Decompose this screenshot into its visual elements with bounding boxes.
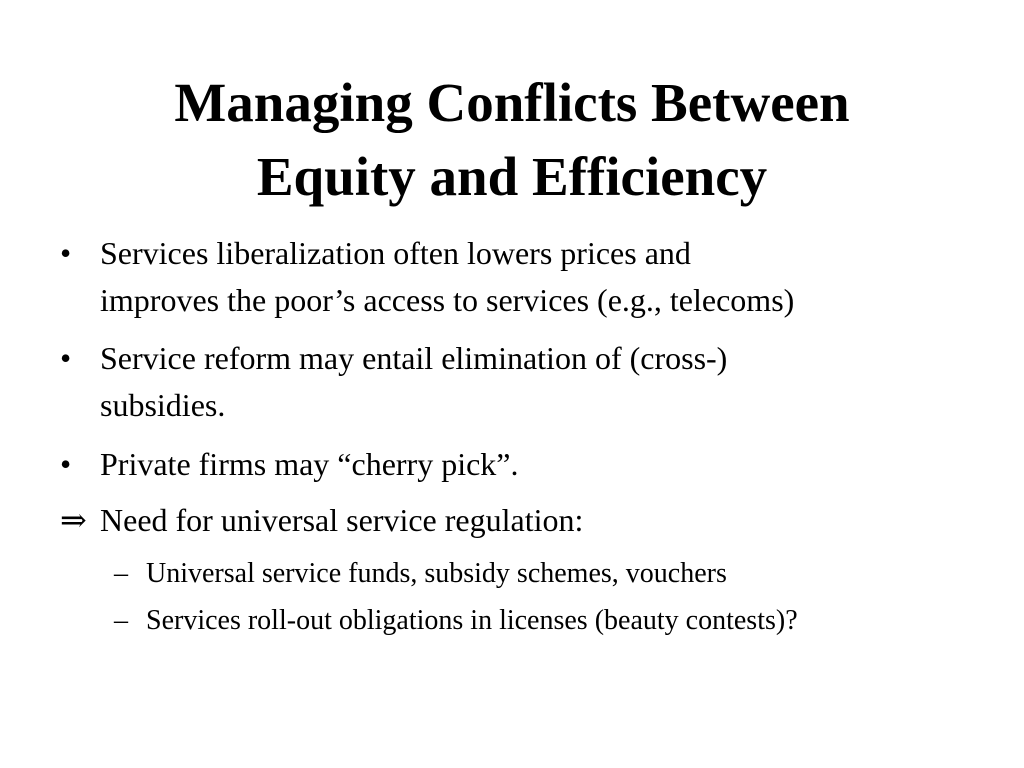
- slide-title-line-2: Equity and Efficiency: [256, 146, 768, 207]
- bullet-text: [100, 230, 794, 324]
- bullet-line: improves the poor’s access to services (e.g., telecoms): [100, 282, 795, 318]
- sub-item-text: Services roll-out obligations in licenses (beauty contests)?: [146, 605, 798, 636]
- implication-item: [60, 497, 980, 544]
- implication-text: [100, 497, 583, 544]
- bullet-marker: •: [60, 340, 72, 376]
- bullet-marker: •: [60, 446, 72, 482]
- dash-marker: –: [114, 605, 128, 636]
- implication-line: Need for universal service regulation:: [100, 502, 584, 538]
- dash-marker: –: [114, 558, 128, 589]
- bullet-text: [100, 441, 519, 488]
- implies-arrow-icon: ⇒: [60, 502, 87, 538]
- bullet-item-3: [60, 441, 980, 488]
- sub-item-2: [114, 601, 994, 641]
- sub-item-text: Universal service funds, subsidy schemes, vouchers: [146, 558, 727, 589]
- slide-title-line-1: Managing Conflicts Between: [174, 72, 850, 133]
- bullet-text: [100, 335, 727, 429]
- bullet-item-2: [60, 335, 980, 429]
- sub-item-1: [114, 554, 994, 594]
- bullet-line: Services liberalization often lowers prices and: [100, 235, 691, 271]
- bullet-line: Service reform may entail elimination of (cross-): [100, 340, 728, 376]
- bullet-item-1: [60, 230, 980, 324]
- bullet-line: Private firms may “cherry pick”.: [100, 446, 519, 482]
- bullet-line: subsidies.: [100, 387, 226, 423]
- bullet-marker: •: [60, 235, 72, 271]
